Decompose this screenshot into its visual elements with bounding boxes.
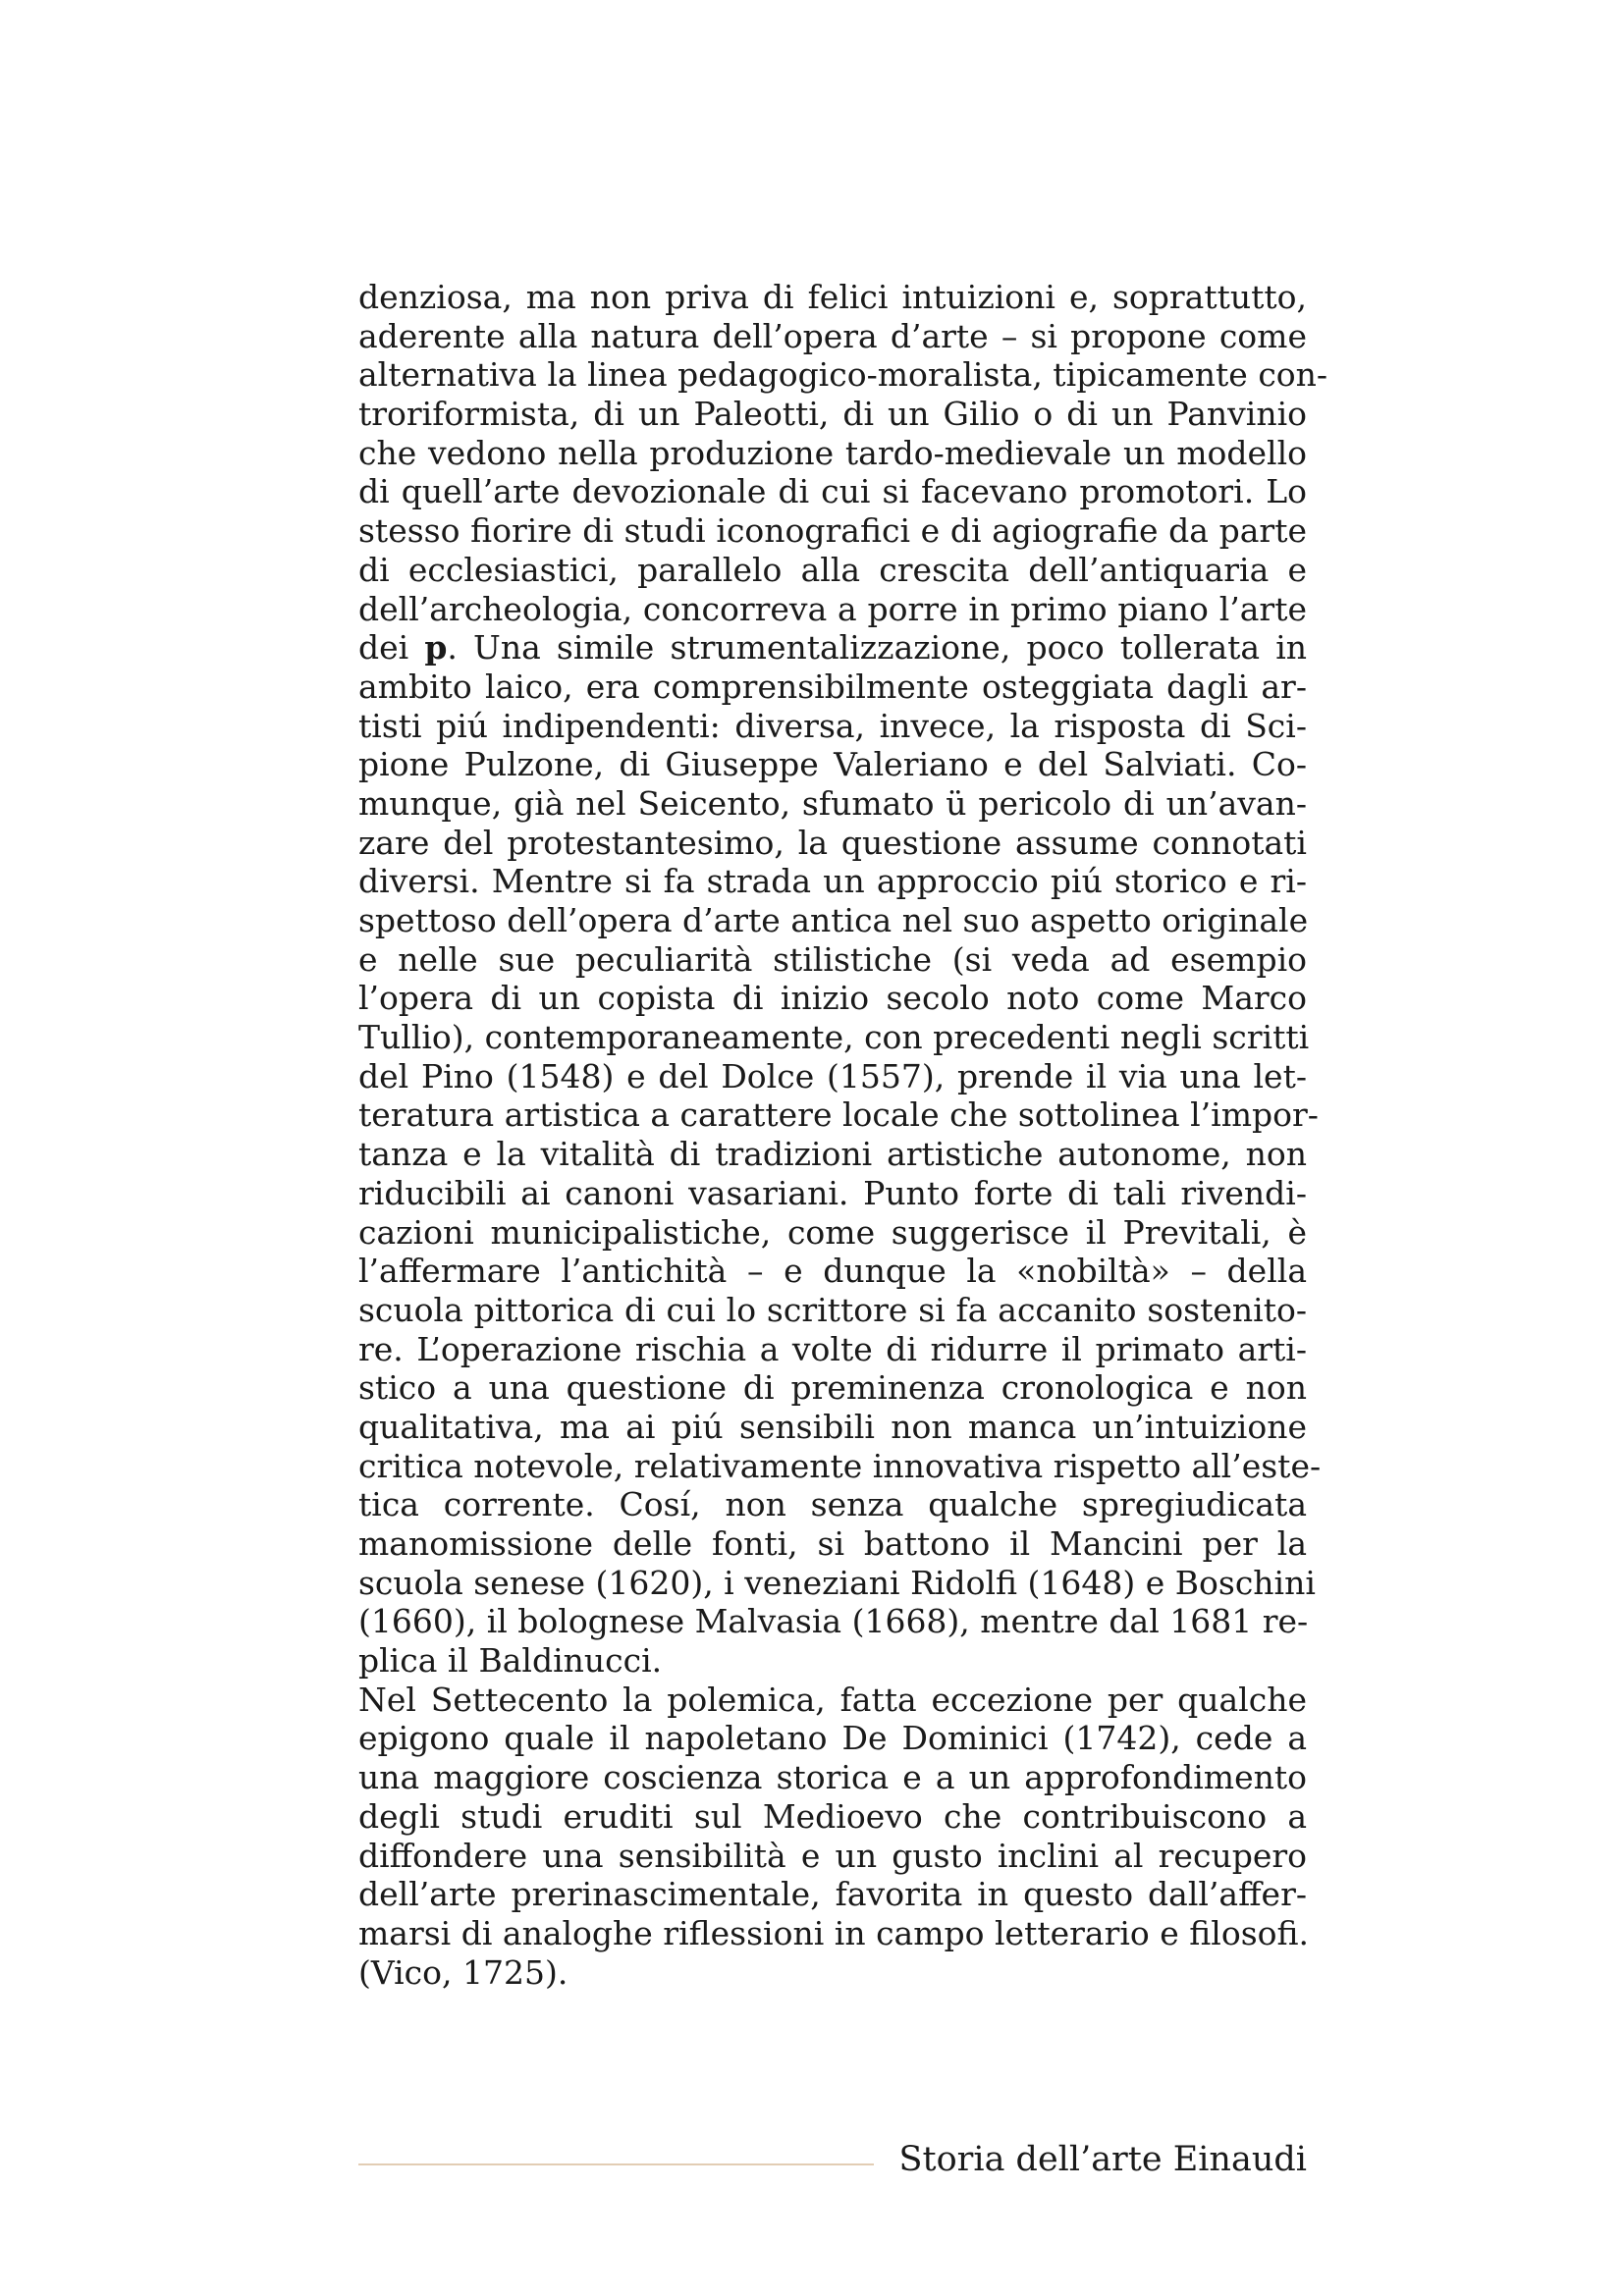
text-line: l’affermare l’antichità – e dunque la «nobiltà» – della bbox=[358, 1252, 1307, 1291]
text-line: epigono quale il napoletano De Dominici (1742), cede a bbox=[358, 1719, 1307, 1758]
text-line: tanza e la vitalità di tradizioni artistiche autonome, non bbox=[358, 1135, 1307, 1174]
text-line: dell’arte prerinascimentale, favorita in questo dall’affer- bbox=[358, 1875, 1307, 1914]
text-line: denziosa, ma non priva di felici intuizioni e, soprattutto, bbox=[358, 278, 1307, 316]
text-line: degli studi eruditi sul Medioevo che contribuiscono a bbox=[358, 1796, 1307, 1836]
text-line: aderente alla natura dell’opera d’arte – si propone come bbox=[358, 316, 1307, 355]
footer-rule bbox=[358, 2163, 874, 2165]
text-line: alternativa la linea pedagogico-moralista, tipicamente con- bbox=[358, 355, 1328, 395]
text-line: e nelle sue peculiarità stilistiche (si veda ad esempio bbox=[358, 939, 1307, 979]
text-line: plica il Baldinucci. bbox=[358, 1641, 663, 1681]
text-line: riducibili ai canoni vasariani. Punto forte di tali rivendi- bbox=[358, 1173, 1307, 1212]
text-line: manomissione delle fonti, si battono il Mancini per la bbox=[358, 1524, 1307, 1563]
text-line: zare del protestantesimo, la questione assume connotati bbox=[358, 823, 1307, 862]
text-run: dei bbox=[358, 628, 425, 667]
text-line: tisti piú indipendenti: diversa, invece, la risposta di Sci- bbox=[358, 706, 1307, 745]
text-line: critica notevole, relativamente innovativa rispetto all’este- bbox=[358, 1446, 1322, 1485]
text-line: pione Pulzone, di Giuseppe Valeriano e del Salviati. Co- bbox=[358, 745, 1307, 784]
body-text bbox=[358, 278, 1328, 1992]
text-line: munque, già nel Seicento, sfumato ü pericolo di un’avan- bbox=[358, 783, 1307, 823]
text-line: teratura artistica a carattere locale che sottolinea l’impor- bbox=[358, 1095, 1319, 1135]
text-line: scuola senese (1620), i veneziani Ridolfi (1648) e Boschini bbox=[358, 1563, 1316, 1602]
text-line: di quell’arte devozionale di cui si facevano promotori. Lo bbox=[358, 472, 1307, 511]
text-line bbox=[358, 628, 1307, 667]
text-line: (Vico, 1725). bbox=[358, 1952, 568, 1992]
text-line: stico a una questione di preminenza cronologica e non bbox=[358, 1368, 1307, 1408]
footer-title: Storia dell’arte Einaudi bbox=[898, 2140, 1307, 2179]
text-line: ambito laico, era comprensibilmente osteggiata dagli ar- bbox=[358, 667, 1307, 706]
text-run: . Una simile strumentalizzazione, poco tollerata in bbox=[447, 628, 1307, 667]
text-line: una maggiore coscienza storica e a un approfondimento bbox=[358, 1758, 1307, 1797]
text-line: diversi. Mentre si fa strada un approccio piú storico e ri- bbox=[358, 862, 1307, 901]
text-line: di ecclesiastici, parallelo alla crescita dell’antiquaria e bbox=[358, 550, 1307, 589]
text-line: Nel Settecento la polemica, fatta eccezione per qualche bbox=[358, 1680, 1307, 1719]
text-line: che vedono nella produzione tardo-medievale un modello bbox=[358, 433, 1307, 472]
text-line: dell’archeologia, concorreva a porre in primo piano l’arte bbox=[358, 589, 1307, 628]
text-line: scuola pittorica di cui lo scrittore si fa accanito sostenito- bbox=[358, 1290, 1307, 1329]
text-line: troriformista, di un Paleotti, di un Gilio o di un Panvinio bbox=[358, 395, 1307, 434]
text-line: qualitativa, ma ai piú sensibili non manca un’intuizione bbox=[358, 1407, 1307, 1446]
text-line: stesso fiorire di studi iconografici e di agiografie da parte bbox=[358, 511, 1307, 551]
text-line: Tullio), contemporaneamente, con precedenti negli scritti bbox=[358, 1018, 1310, 1057]
text-line: spettoso dell’opera d’arte antica nel suo aspetto originale bbox=[358, 901, 1309, 939]
bold-abbreviation: p bbox=[424, 628, 448, 667]
text-line: (1660), il bolognese Malvasia (1668), mentre dal 1681 re- bbox=[358, 1602, 1309, 1641]
text-line: marsi di analoghe riflessioni in campo letterario e filosofi. bbox=[358, 1913, 1310, 1952]
text-line: cazioni municipalistiche, come suggerisce il Previtali, è bbox=[358, 1212, 1307, 1252]
text-line: re. L’operazione rischia a volte di ridurre il primato arti- bbox=[358, 1329, 1307, 1368]
text-line: diffondere una sensibilità e un gusto inclini al recupero bbox=[358, 1836, 1307, 1875]
text-line: tica corrente. Cosí, non senza qualche spregiudicata bbox=[358, 1485, 1307, 1524]
text-line: l’opera di un copista di inizio secolo noto come Marco bbox=[358, 979, 1307, 1018]
text-line: del Pino (1548) e del Dolce (1557), prende il via una let- bbox=[358, 1056, 1307, 1095]
